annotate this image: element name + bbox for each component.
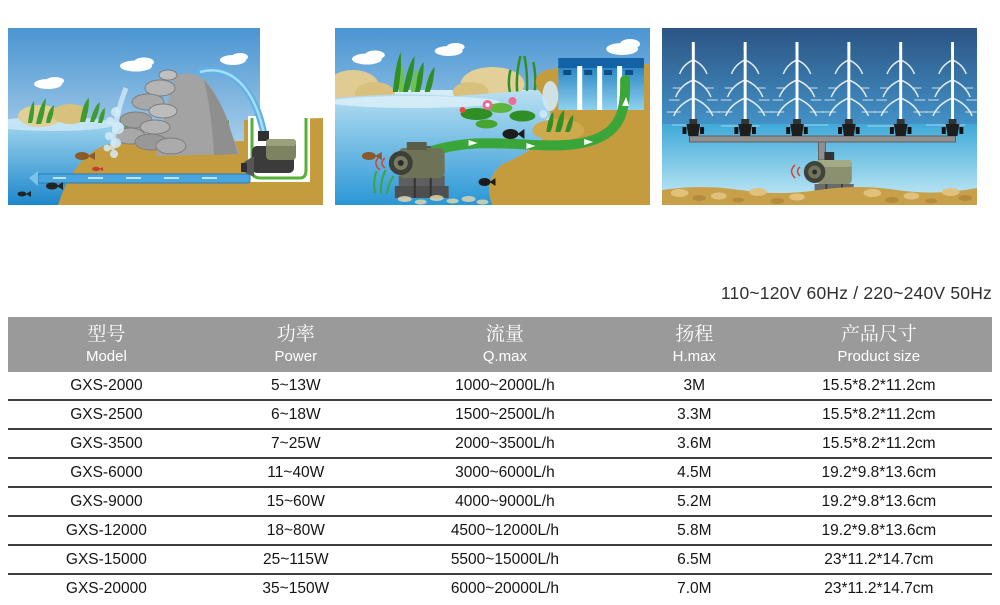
cell-model: GXS-2500 bbox=[8, 400, 205, 429]
table-row bbox=[8, 574, 992, 602]
cell-hmax: 7.0M bbox=[677, 579, 712, 597]
cell-model: GXS-15000 bbox=[8, 545, 205, 574]
cell-size: 19.2*9.8*13.6cm bbox=[766, 487, 992, 516]
cell-model: GXS-3500 bbox=[8, 429, 205, 458]
cell-qmax: 4500~12000L/h bbox=[387, 516, 623, 545]
column-header-product-size: 产品尺寸 Product size bbox=[766, 317, 992, 372]
cell-model: GXS-9000 bbox=[8, 487, 205, 516]
cell-hmax: 6.5M bbox=[623, 545, 766, 574]
table-row bbox=[8, 487, 992, 516]
cell-qmax: 5500~15000L/h bbox=[387, 545, 623, 574]
cell-size: 23*11.2*14.7cm bbox=[824, 579, 934, 597]
column-header-model: 型号 Model bbox=[8, 317, 205, 372]
table-row bbox=[8, 516, 992, 545]
cell-power: 7~25W bbox=[205, 429, 387, 458]
table-row bbox=[8, 458, 992, 487]
cell-size: 15.5*8.2*11.2cm bbox=[766, 372, 992, 400]
cell-hmax: 4.5M bbox=[623, 458, 766, 487]
cell-size: 15.5*8.2*11.2cm bbox=[766, 400, 992, 429]
cell-model: GXS-6000 bbox=[8, 458, 205, 487]
cell-model: GXS-2000 bbox=[8, 372, 205, 400]
cell-hmax: 3.6M bbox=[623, 429, 766, 458]
table-row bbox=[8, 429, 992, 458]
cell-model: GXS-12000 bbox=[8, 516, 205, 545]
column-header-power: 功率 Power bbox=[205, 317, 387, 372]
table-row bbox=[8, 545, 992, 574]
cell-power: 5~13W bbox=[205, 372, 387, 400]
illustration-pond-filter bbox=[335, 28, 650, 205]
cell-power: 15~60W bbox=[205, 487, 387, 516]
cell-size: 15.5*8.2*11.2cm bbox=[766, 429, 992, 458]
cell-qmax: 1500~2500L/h bbox=[387, 400, 623, 429]
voltage-frequency-note: 110~120V 60Hz / 220~240V 50Hz bbox=[720, 283, 992, 303]
cell-power: 18~80W bbox=[205, 516, 387, 545]
cell-size: 19.2*9.8*13.6cm bbox=[766, 516, 992, 545]
column-header-qmax: 流量 Q.max bbox=[387, 317, 623, 372]
illustration-fountain-manifold bbox=[662, 28, 977, 205]
application-illustrations bbox=[8, 28, 977, 205]
cell-power: 25~115W bbox=[205, 545, 387, 574]
cell-power: 11~40W bbox=[205, 458, 387, 487]
cell-size: 19.2*9.8*13.6cm bbox=[766, 458, 992, 487]
cell-hmax: 5.2M bbox=[623, 487, 766, 516]
product-spec-table bbox=[8, 317, 992, 602]
cell-qmax: 6000~20000L/h bbox=[450, 579, 559, 597]
table-row bbox=[8, 372, 992, 400]
cell-power: 35~150W bbox=[262, 579, 330, 597]
cell-qmax: 2000~3500L/h bbox=[387, 429, 623, 458]
column-header-hmax: 扬程 H.max bbox=[623, 317, 766, 372]
cell-size: 23*11.2*14.7cm bbox=[766, 545, 992, 574]
cell-hmax: 3M bbox=[623, 372, 766, 400]
cell-qmax: 1000~2000L/h bbox=[387, 372, 623, 400]
cell-model: GXS-20000 bbox=[65, 579, 147, 597]
table-row bbox=[8, 400, 992, 429]
cell-qmax: 3000~6000L/h bbox=[387, 458, 623, 487]
cell-hmax: 3.3M bbox=[623, 400, 766, 429]
cell-qmax: 4000~9000L/h bbox=[387, 487, 623, 516]
illustration-rockery-waterfall bbox=[8, 28, 323, 205]
spec-table-header bbox=[8, 317, 992, 372]
cell-power: 6~18W bbox=[205, 400, 387, 429]
cell-hmax: 5.8M bbox=[623, 516, 766, 545]
